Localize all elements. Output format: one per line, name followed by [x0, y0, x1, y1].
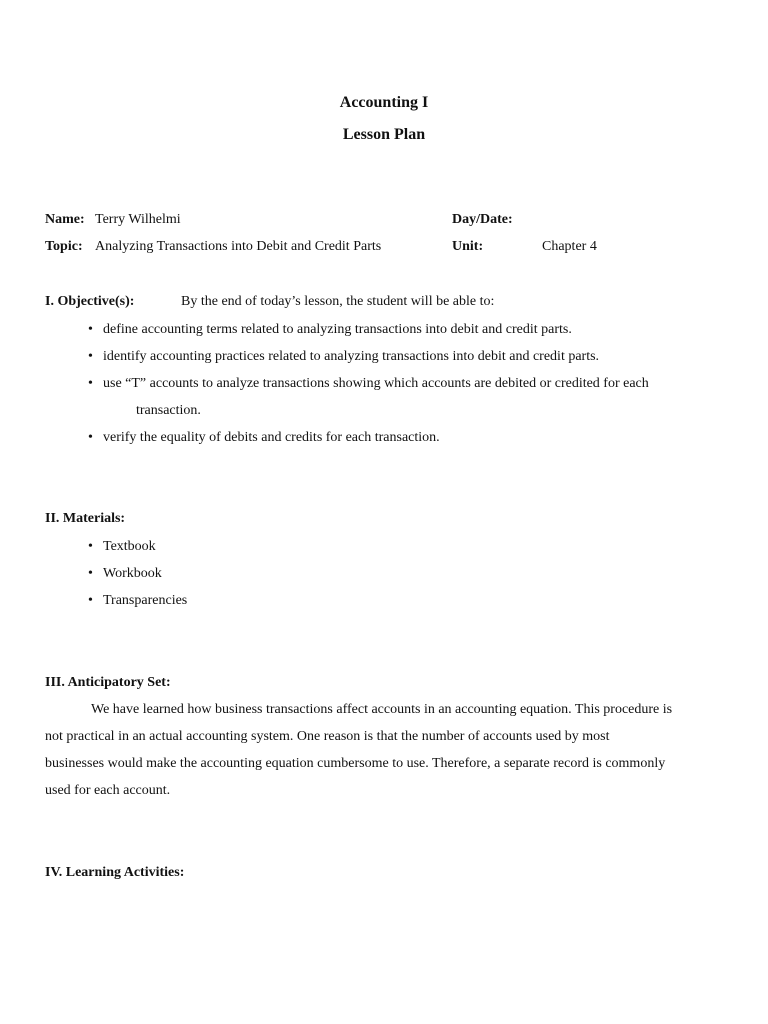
list-item: • identify accounting practices related to analyzing transactions into debit and credit parts.	[88, 343, 649, 370]
unit-label: Unit:	[452, 239, 484, 254]
anticipatory-set-line: used for each account.	[45, 783, 171, 798]
unit-value: Chapter 4	[542, 239, 597, 254]
document-type-title: Lesson Plan	[342, 126, 426, 143]
materials-list	[88, 533, 187, 614]
objectives-list	[88, 316, 649, 451]
daydate-label: Day/Date:	[452, 212, 513, 227]
learning-activities-heading: IV. Learning Activities:	[45, 865, 185, 880]
materials-heading: II. Materials:	[45, 511, 126, 526]
objectives-intro: By the end of today’s lesson, the student will be able to:	[181, 294, 495, 309]
list-item: • Transparencies	[88, 587, 187, 614]
topic-value: Analyzing Transactions into Debit and Credit Parts	[95, 239, 382, 254]
list-item: • Textbook	[88, 533, 187, 560]
list-item: • use “T” accounts to analyze transactions showing which accounts are debited or credited for each transaction.	[88, 370, 649, 424]
anticipatory-set-line: businesses would make the accounting equation cumbersome to use. Therefore, a separate record is commonly	[45, 756, 666, 771]
objectives-heading: I. Objective(s):	[45, 294, 135, 309]
name-label: Name:	[45, 212, 85, 227]
anticipatory-set-heading: III. Anticipatory Set:	[45, 675, 171, 690]
list-item: • define accounting terms related to analyzing transactions into debit and credit parts.	[88, 316, 649, 343]
course-title: Accounting I	[339, 94, 429, 111]
list-item: • Workbook	[88, 560, 187, 587]
topic-label: Topic:	[45, 239, 83, 254]
anticipatory-set-line: not practical in an actual accounting system. One reason is that the number of accounts used by most	[45, 729, 610, 744]
name-value: Terry Wilhelmi	[95, 212, 181, 227]
list-item-continuation: transaction.	[136, 403, 201, 418]
list-item: • verify the equality of debits and credits for each transaction.	[88, 424, 649, 451]
anticipatory-set-line: We have learned how business transactions affect accounts in an accounting equation. This procedure is	[91, 702, 673, 717]
